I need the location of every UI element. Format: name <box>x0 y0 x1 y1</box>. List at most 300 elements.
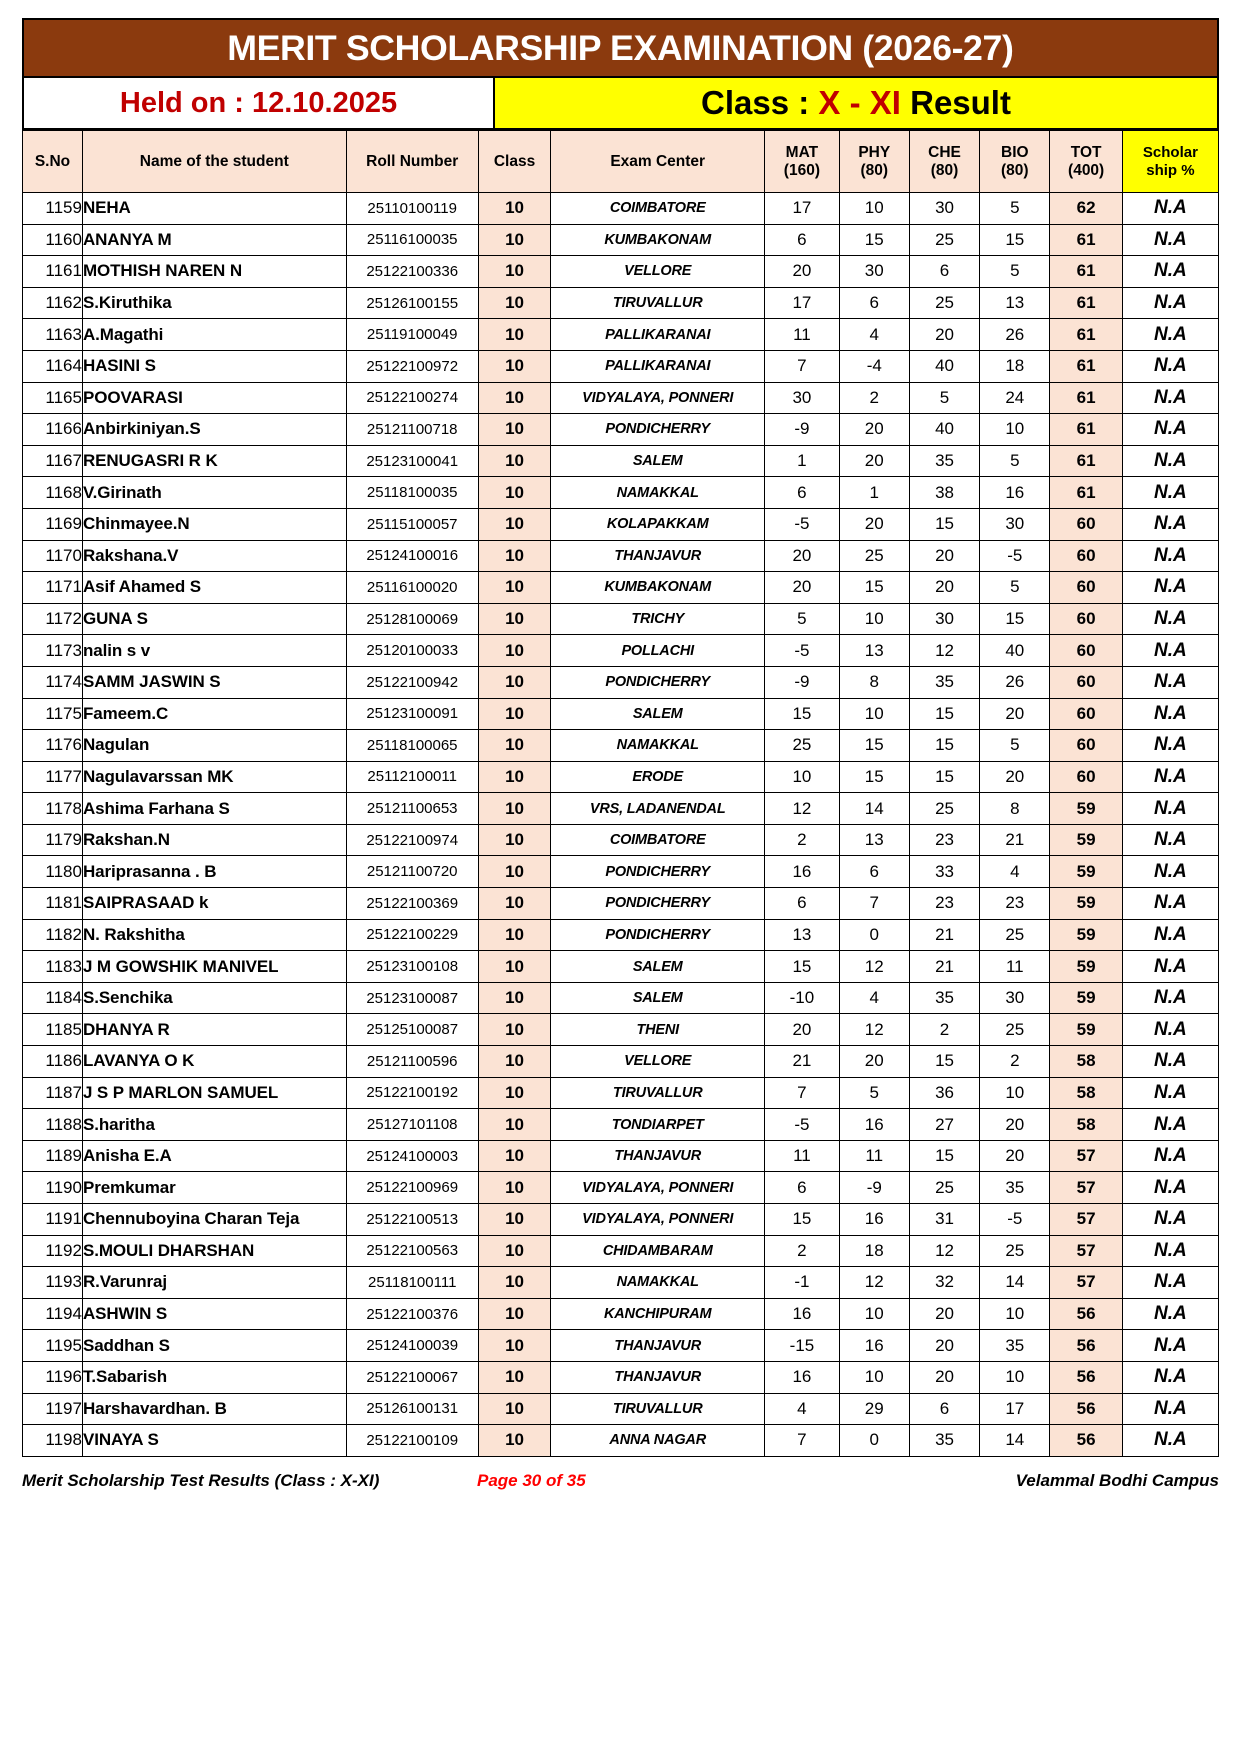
cell-roll-number: 25124100039 <box>346 1330 478 1362</box>
cell-student-name: Nagulavarssan MK <box>82 761 346 793</box>
table-row <box>23 445 1219 477</box>
cell-sno: 1177 <box>23 761 83 793</box>
cell-mat-score: 20 <box>765 572 839 604</box>
cell-mat-score: -10 <box>765 982 839 1014</box>
cell-bio-score: 14 <box>980 1425 1050 1457</box>
cell-scholarship-percent: N.A <box>1122 1140 1218 1172</box>
cell-roll-number: 25122100974 <box>346 824 478 856</box>
cell-che-score: 38 <box>909 477 979 509</box>
col-header-phy <box>839 131 909 193</box>
cell-total-score: 60 <box>1050 698 1122 730</box>
table-header <box>23 131 1219 193</box>
cell-class: 10 <box>478 1393 550 1425</box>
cell-exam-center: SALEM <box>551 951 765 983</box>
cell-class: 10 <box>478 698 550 730</box>
table-header-row <box>23 131 1219 193</box>
cell-total-score: 59 <box>1050 888 1122 920</box>
cell-roll-number: 25121100596 <box>346 1046 478 1078</box>
table-row <box>23 193 1219 225</box>
cell-roll-number: 25116100020 <box>346 572 478 604</box>
cell-scholarship-percent: N.A <box>1122 350 1218 382</box>
cell-student-name: MOTHISH NAREN N <box>82 256 346 288</box>
cell-mat-score: 16 <box>765 856 839 888</box>
table-row <box>23 982 1219 1014</box>
cell-che-score: 35 <box>909 1425 979 1457</box>
table-row <box>23 603 1219 635</box>
cell-bio-score: 21 <box>980 824 1050 856</box>
cell-che-score: 30 <box>909 193 979 225</box>
cell-roll-number: 25120100033 <box>346 635 478 667</box>
cell-bio-score: 10 <box>980 414 1050 446</box>
cell-che-score: 23 <box>909 888 979 920</box>
cell-phy-score: 20 <box>839 414 909 446</box>
table-row <box>23 1172 1219 1204</box>
cell-class: 10 <box>478 382 550 414</box>
cell-roll-number: 25122100336 <box>346 256 478 288</box>
cell-phy-score: 10 <box>839 1361 909 1393</box>
cell-che-score: 21 <box>909 951 979 983</box>
cell-exam-center: ANNA NAGAR <box>551 1425 765 1457</box>
table-row <box>23 508 1219 540</box>
cell-phy-score: -9 <box>839 1172 909 1204</box>
cell-scholarship-percent: N.A <box>1122 730 1218 762</box>
cell-che-score: 35 <box>909 445 979 477</box>
cell-exam-center: TONDIARPET <box>551 1109 765 1141</box>
cell-phy-score: 20 <box>839 508 909 540</box>
cell-total-score: 56 <box>1050 1393 1122 1425</box>
cell-sno: 1179 <box>23 824 83 856</box>
cell-mat-score: 20 <box>765 540 839 572</box>
cell-total-score: 57 <box>1050 1172 1122 1204</box>
cell-exam-center: PONDICHERRY <box>551 856 765 888</box>
cell-class: 10 <box>478 730 550 762</box>
results-table <box>22 130 1219 1457</box>
cell-total-score: 62 <box>1050 193 1122 225</box>
cell-student-name: S.haritha <box>82 1109 346 1141</box>
cell-student-name: HASINI S <box>82 350 346 382</box>
cell-scholarship-percent: N.A <box>1122 540 1218 572</box>
table-row <box>23 761 1219 793</box>
cell-mat-score: 10 <box>765 761 839 793</box>
table-row <box>23 1393 1219 1425</box>
cell-che-score: 30 <box>909 603 979 635</box>
cell-student-name: Chinmayee.N <box>82 508 346 540</box>
cell-mat-score: -5 <box>765 508 839 540</box>
cell-sno: 1193 <box>23 1267 83 1299</box>
cell-che-score: 32 <box>909 1267 979 1299</box>
cell-student-name: LAVANYA O K <box>82 1046 346 1078</box>
cell-exam-center: PONDICHERRY <box>551 666 765 698</box>
cell-student-name: Anisha E.A <box>82 1140 346 1172</box>
cell-bio-score: 40 <box>980 635 1050 667</box>
cell-phy-score: 14 <box>839 793 909 825</box>
cell-che-score: 15 <box>909 698 979 730</box>
cell-class: 10 <box>478 1361 550 1393</box>
cell-class: 10 <box>478 1235 550 1267</box>
cell-bio-score: 5 <box>980 572 1050 604</box>
cell-scholarship-percent: N.A <box>1122 1014 1218 1046</box>
cell-phy-score: 16 <box>839 1109 909 1141</box>
cell-class: 10 <box>478 1077 550 1109</box>
cell-mat-score: -9 <box>765 414 839 446</box>
cell-scholarship-percent: N.A <box>1122 287 1218 319</box>
cell-roll-number: 25122100274 <box>346 382 478 414</box>
cell-sno: 1182 <box>23 919 83 951</box>
cell-class: 10 <box>478 319 550 351</box>
cell-total-score: 61 <box>1050 224 1122 256</box>
cell-mat-score: 11 <box>765 1140 839 1172</box>
cell-roll-number: 25127101108 <box>346 1109 478 1141</box>
cell-total-score: 59 <box>1050 919 1122 951</box>
cell-roll-number: 25128100069 <box>346 603 478 635</box>
table-row <box>23 540 1219 572</box>
cell-scholarship-percent: N.A <box>1122 1204 1218 1236</box>
cell-scholarship-percent: N.A <box>1122 856 1218 888</box>
cell-sno: 1163 <box>23 319 83 351</box>
cell-total-score: 61 <box>1050 287 1122 319</box>
footer-page-number: Page 30 of 35 <box>477 1470 586 1490</box>
cell-bio-score: 35 <box>980 1172 1050 1204</box>
cell-bio-score: 25 <box>980 1235 1050 1267</box>
cell-sno: 1178 <box>23 793 83 825</box>
cell-mat-score: 20 <box>765 256 839 288</box>
cell-class: 10 <box>478 1140 550 1172</box>
table-row <box>23 1267 1219 1299</box>
cell-phy-score: -4 <box>839 350 909 382</box>
cell-che-score: 33 <box>909 856 979 888</box>
col-header-mat-label: MAT <box>785 143 819 161</box>
cell-total-score: 61 <box>1050 382 1122 414</box>
page-footer <box>22 1471 1219 1491</box>
cell-phy-score: 18 <box>839 1235 909 1267</box>
cell-scholarship-percent: N.A <box>1122 256 1218 288</box>
cell-mat-score: -5 <box>765 635 839 667</box>
cell-roll-number: 25115100057 <box>346 508 478 540</box>
table-row <box>23 1361 1219 1393</box>
cell-sno: 1192 <box>23 1235 83 1267</box>
cell-roll-number: 25126100155 <box>346 287 478 319</box>
cell-total-score: 61 <box>1050 414 1122 446</box>
table-row <box>23 888 1219 920</box>
cell-scholarship-percent: N.A <box>1122 666 1218 698</box>
col-header-name: Name of the student <box>82 131 346 193</box>
cell-phy-score: 25 <box>839 540 909 572</box>
cell-bio-score: 15 <box>980 603 1050 635</box>
cell-exam-center: COIMBATORE <box>551 193 765 225</box>
footer-title: Merit Scholarship Test Results (Class : X-XI) <box>22 1470 380 1490</box>
cell-sno: 1191 <box>23 1204 83 1236</box>
cell-che-score: 20 <box>909 319 979 351</box>
cell-total-score: 60 <box>1050 730 1122 762</box>
cell-student-name: Asif Ahamed S <box>82 572 346 604</box>
cell-student-name: S.Kiruthika <box>82 287 346 319</box>
cell-scholarship-percent: N.A <box>1122 477 1218 509</box>
cell-scholarship-percent: N.A <box>1122 1425 1218 1457</box>
table-row <box>23 698 1219 730</box>
cell-exam-center: THANJAVUR <box>551 1361 765 1393</box>
cell-mat-score: 12 <box>765 793 839 825</box>
cell-class: 10 <box>478 572 550 604</box>
cell-mat-score: -15 <box>765 1330 839 1362</box>
cell-mat-score: 16 <box>765 1361 839 1393</box>
cell-che-score: 35 <box>909 666 979 698</box>
cell-student-name: R.Varunraj <box>82 1267 346 1299</box>
cell-phy-score: 16 <box>839 1204 909 1236</box>
cell-bio-score: 11 <box>980 951 1050 983</box>
cell-che-score: 15 <box>909 1140 979 1172</box>
cell-che-score: 36 <box>909 1077 979 1109</box>
cell-total-score: 58 <box>1050 1077 1122 1109</box>
cell-mat-score: 2 <box>765 824 839 856</box>
cell-total-score: 60 <box>1050 572 1122 604</box>
cell-class: 10 <box>478 982 550 1014</box>
cell-roll-number: 25125100087 <box>346 1014 478 1046</box>
table-row <box>23 224 1219 256</box>
cell-bio-score: 5 <box>980 730 1050 762</box>
cell-roll-number: 25121100720 <box>346 856 478 888</box>
cell-total-score: 60 <box>1050 540 1122 572</box>
cell-exam-center: THANJAVUR <box>551 1140 765 1172</box>
cell-phy-score: 10 <box>839 193 909 225</box>
cell-phy-score: 13 <box>839 635 909 667</box>
cell-sno: 1165 <box>23 382 83 414</box>
cell-sno: 1160 <box>23 224 83 256</box>
col-header-mat <box>765 131 839 193</box>
cell-class: 10 <box>478 193 550 225</box>
cell-class: 10 <box>478 540 550 572</box>
cell-che-score: 15 <box>909 508 979 540</box>
cell-phy-score: 4 <box>839 319 909 351</box>
cell-sno: 1197 <box>23 1393 83 1425</box>
col-header-class: Class <box>478 131 550 193</box>
cell-mat-score: 30 <box>765 382 839 414</box>
cell-sno: 1172 <box>23 603 83 635</box>
cell-total-score: 59 <box>1050 982 1122 1014</box>
cell-total-score: 59 <box>1050 793 1122 825</box>
cell-mat-score: 6 <box>765 888 839 920</box>
held-on-text: Held on : 12.10.2025 <box>119 86 398 119</box>
cell-che-score: 35 <box>909 982 979 1014</box>
cell-bio-score: 8 <box>980 793 1050 825</box>
table-row <box>23 414 1219 446</box>
cell-che-score: 21 <box>909 919 979 951</box>
cell-bio-score: 26 <box>980 319 1050 351</box>
cell-exam-center: TIRUVALLUR <box>551 1393 765 1425</box>
cell-bio-score: -5 <box>980 540 1050 572</box>
cell-student-name: GUNA S <box>82 603 346 635</box>
cell-bio-score: 23 <box>980 888 1050 920</box>
cell-student-name: V.Girinath <box>82 477 346 509</box>
cell-sno: 1159 <box>23 193 83 225</box>
cell-scholarship-percent: N.A <box>1122 824 1218 856</box>
cell-student-name: SAMM JASWIN S <box>82 666 346 698</box>
cell-sno: 1190 <box>23 1172 83 1204</box>
cell-class: 10 <box>478 1014 550 1046</box>
cell-total-score: 61 <box>1050 477 1122 509</box>
cell-total-score: 56 <box>1050 1298 1122 1330</box>
cell-roll-number: 25116100035 <box>346 224 478 256</box>
cell-scholarship-percent: N.A <box>1122 224 1218 256</box>
cell-sno: 1188 <box>23 1109 83 1141</box>
col-header-bio <box>980 131 1050 193</box>
cell-sno: 1173 <box>23 635 83 667</box>
cell-class: 10 <box>478 761 550 793</box>
cell-scholarship-percent: N.A <box>1122 1330 1218 1362</box>
cell-bio-score: 4 <box>980 856 1050 888</box>
cell-scholarship-percent: N.A <box>1122 793 1218 825</box>
cell-exam-center: VIDYALAYA, PONNERI <box>551 1204 765 1236</box>
col-header-bio-label: BIO <box>1001 143 1029 161</box>
cell-scholarship-percent: N.A <box>1122 414 1218 446</box>
cell-mat-score: 21 <box>765 1046 839 1078</box>
cell-mat-score: 6 <box>765 1172 839 1204</box>
cell-scholarship-percent: N.A <box>1122 603 1218 635</box>
cell-phy-score: 2 <box>839 382 909 414</box>
cell-phy-score: 15 <box>839 761 909 793</box>
cell-sno: 1184 <box>23 982 83 1014</box>
cell-total-score: 61 <box>1050 256 1122 288</box>
cell-exam-center: PONDICHERRY <box>551 919 765 951</box>
table-row <box>23 1235 1219 1267</box>
cell-class: 10 <box>478 888 550 920</box>
cell-student-name: Hariprasanna . B <box>82 856 346 888</box>
cell-phy-score: 12 <box>839 1014 909 1046</box>
cell-sno: 1198 <box>23 1425 83 1457</box>
table-row <box>23 824 1219 856</box>
cell-che-score: 12 <box>909 1235 979 1267</box>
cell-phy-score: 10 <box>839 603 909 635</box>
cell-sno: 1161 <box>23 256 83 288</box>
cell-total-score: 60 <box>1050 666 1122 698</box>
cell-total-score: 56 <box>1050 1330 1122 1362</box>
cell-exam-center: KANCHIPURAM <box>551 1298 765 1330</box>
cell-phy-score: 11 <box>839 1140 909 1172</box>
cell-total-score: 56 <box>1050 1425 1122 1457</box>
cell-phy-score: 15 <box>839 224 909 256</box>
cell-exam-center: ERODE <box>551 761 765 793</box>
cell-roll-number: 25122100972 <box>346 350 478 382</box>
col-header-roll: Roll Number <box>346 131 478 193</box>
cell-che-score: 40 <box>909 350 979 382</box>
cell-che-score: 15 <box>909 761 979 793</box>
cell-che-score: 6 <box>909 256 979 288</box>
cell-mat-score: 7 <box>765 1425 839 1457</box>
cell-exam-center: VIDYALAYA, PONNERI <box>551 382 765 414</box>
cell-bio-score: 15 <box>980 224 1050 256</box>
cell-scholarship-percent: N.A <box>1122 1046 1218 1078</box>
cell-mat-score: -1 <box>765 1267 839 1299</box>
cell-bio-score: 20 <box>980 698 1050 730</box>
cell-che-score: 25 <box>909 1172 979 1204</box>
cell-phy-score: 15 <box>839 572 909 604</box>
cell-mat-score: 15 <box>765 951 839 983</box>
cell-exam-center: KUMBAKONAM <box>551 224 765 256</box>
cell-mat-score: 17 <box>765 193 839 225</box>
exam-title-bar <box>22 18 1219 78</box>
cell-phy-score: 6 <box>839 856 909 888</box>
cell-scholarship-percent: N.A <box>1122 1267 1218 1299</box>
cell-phy-score: 12 <box>839 1267 909 1299</box>
table-row <box>23 287 1219 319</box>
cell-exam-center: PALLIKARANAI <box>551 319 765 351</box>
cell-class: 10 <box>478 951 550 983</box>
cell-sno: 1180 <box>23 856 83 888</box>
cell-bio-score: -5 <box>980 1204 1050 1236</box>
table-row <box>23 1109 1219 1141</box>
col-header-scholarship-line1: Scholar <box>1142 144 1198 162</box>
table-row <box>23 793 1219 825</box>
cell-roll-number: 25118100065 <box>346 730 478 762</box>
cell-scholarship-percent: N.A <box>1122 508 1218 540</box>
cell-mat-score: 5 <box>765 603 839 635</box>
cell-phy-score: 13 <box>839 824 909 856</box>
cell-bio-score: 26 <box>980 666 1050 698</box>
cell-student-name: ASHWIN S <box>82 1298 346 1330</box>
col-header-phy-label: PHY <box>858 143 891 161</box>
cell-phy-score: 12 <box>839 951 909 983</box>
cell-student-name: nalin s v <box>82 635 346 667</box>
cell-bio-score: 25 <box>980 1014 1050 1046</box>
cell-total-score: 58 <box>1050 1046 1122 1078</box>
cell-exam-center: NAMAKKAL <box>551 1267 765 1299</box>
cell-class: 10 <box>478 1204 550 1236</box>
table-row <box>23 919 1219 951</box>
cell-class: 10 <box>478 1267 550 1299</box>
cell-total-score: 61 <box>1050 350 1122 382</box>
cell-total-score: 57 <box>1050 1204 1122 1236</box>
subtitle-bar <box>22 78 1219 130</box>
cell-roll-number: 25122100513 <box>346 1204 478 1236</box>
cell-total-score: 61 <box>1050 319 1122 351</box>
cell-roll-number: 25123100108 <box>346 951 478 983</box>
cell-exam-center: PALLIKARANAI <box>551 350 765 382</box>
cell-bio-score: 5 <box>980 193 1050 225</box>
cell-roll-number: 25122100942 <box>346 666 478 698</box>
cell-class: 10 <box>478 224 550 256</box>
cell-phy-score: 8 <box>839 666 909 698</box>
cell-phy-score: 1 <box>839 477 909 509</box>
cell-student-name: SAIPRASAAD k <box>82 888 346 920</box>
cell-student-name: Ashima Farhana S <box>82 793 346 825</box>
cell-student-name: A.Magathi <box>82 319 346 351</box>
cell-bio-score: 16 <box>980 477 1050 509</box>
cell-phy-score: 10 <box>839 1298 909 1330</box>
table-row <box>23 382 1219 414</box>
class-label-suffix: Result <box>900 84 1011 121</box>
cell-exam-center: NAMAKKAL <box>551 477 765 509</box>
col-header-che <box>909 131 979 193</box>
cell-student-name: VINAYA S <box>82 1425 346 1457</box>
cell-bio-score: 20 <box>980 1109 1050 1141</box>
held-on-cell <box>24 78 495 128</box>
cell-scholarship-percent: N.A <box>1122 888 1218 920</box>
col-header-phy-max: (80) <box>860 161 889 179</box>
cell-total-score: 57 <box>1050 1140 1122 1172</box>
cell-student-name: RENUGASRI R K <box>82 445 346 477</box>
cell-che-score: 20 <box>909 572 979 604</box>
cell-exam-center: THANJAVUR <box>551 1330 765 1362</box>
cell-exam-center: CHIDAMBARAM <box>551 1235 765 1267</box>
cell-class: 10 <box>478 350 550 382</box>
col-header-mat-max: (160) <box>783 161 820 179</box>
table-row <box>23 477 1219 509</box>
cell-student-name: Premkumar <box>82 1172 346 1204</box>
cell-mat-score: 17 <box>765 287 839 319</box>
table-row <box>23 1425 1219 1457</box>
cell-bio-score: 10 <box>980 1298 1050 1330</box>
cell-scholarship-percent: N.A <box>1122 445 1218 477</box>
table-row <box>23 572 1219 604</box>
